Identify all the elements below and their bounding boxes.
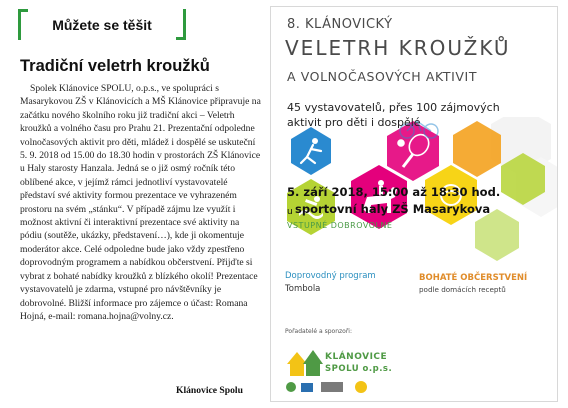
article-paragraph: Spolek Klánovice SPOLU, o.p.s., ve spolupráci s Masarykovou ZŠ v Klánovicích a MŠ Klánovice připravuje na začátku nového školního roku již tradiční akci – Veletrh kroužků a volného času pro Prahu 21. Prezentační odpoledne volnočasových aktivit pro děti, mládež i dospělé se uskuteční 5. 9. 2018 od 15.00 do 18.30 hodin v prostorách ZŠ Klánovice u Haly starosty Hanzala. Jedná se o již osmý ročník této oblíbené akce, v jejímž rámci jednotliví vystavovatelé představí své aktivity formou prezentace ve vyhrazeném prostoru na svém „stánku“. V případě zájmu lze využít i možnost aktivní či interaktivní prezentace své aktivity na pódiu (soutěže, ukázky, představení…), kde ji okomentuje moderátor akce. Celé odpoledne bude jako vždy zpestřeno doprovodným programem a nabídkou občerstvení. Přijďte si vybrat z bohaté nabídky kroužků z blízkého okolí! Prezentace vystavovatelů je zdarma, vstupné pro návštěvníky je dobrovolné. Bližší informace pro zájemce o účast: Romana Hojná, e-mail: romana.hojna@volny.cz. — [20, 83, 261, 322]
poster-place-text: sportovní haly ZŠ Masarykova — [295, 202, 491, 216]
sponsor-logo — [355, 381, 367, 393]
lightgreen-hexagon — [475, 209, 519, 261]
poster-subtitle: A VOLNOČASOVÝCH AKTIVIT — [287, 69, 478, 84]
sponsor-logo — [286, 382, 296, 392]
article-body — [20, 82, 262, 323]
program-item: Tombola — [285, 284, 321, 294]
magenta-hexagon — [387, 121, 439, 181]
poster-description: 45 vystavovatelů, přes 100 zájmových aktivit pro děti i dospělé — [287, 101, 500, 129]
event-poster — [270, 6, 558, 402]
poster-place-prefix: u — [287, 207, 293, 217]
poster-edition: 8. KLÁNOVICKÝ — [287, 17, 393, 32]
sponsor-logo — [321, 382, 343, 392]
article-title: Tradiční veletrh kroužků — [20, 57, 210, 75]
article-signature: Klánovice Spolu — [176, 385, 243, 396]
partners-label: Pořadatelé a sponzoři: — [285, 328, 352, 335]
house-icon — [303, 350, 323, 364]
section-tag: Můžete se těšit — [52, 16, 152, 33]
poster-entry: VSTUPNÉ DOBROVOLNÉ — [287, 221, 393, 230]
section-tag-box — [18, 9, 186, 40]
logo-line2: SPOLU o.p.s. — [325, 364, 393, 374]
house-icon — [287, 352, 307, 364]
food-sub: podle domácích receptů — [419, 285, 506, 294]
poster-title: VELETRH KROUŽKŮ — [285, 36, 511, 60]
food-label: BOHATÉ OBČERSTVENÍ — [419, 273, 528, 283]
poster-place — [287, 202, 491, 217]
sponsor-logo — [301, 383, 313, 392]
logo-line1: KLÁNOVICE — [325, 352, 388, 362]
sponsor-logos — [285, 379, 375, 395]
poster-date: 5. září 2018, 15:00 až 18:30 hod. — [287, 185, 501, 199]
program-label: Doprovodný program — [285, 271, 376, 281]
